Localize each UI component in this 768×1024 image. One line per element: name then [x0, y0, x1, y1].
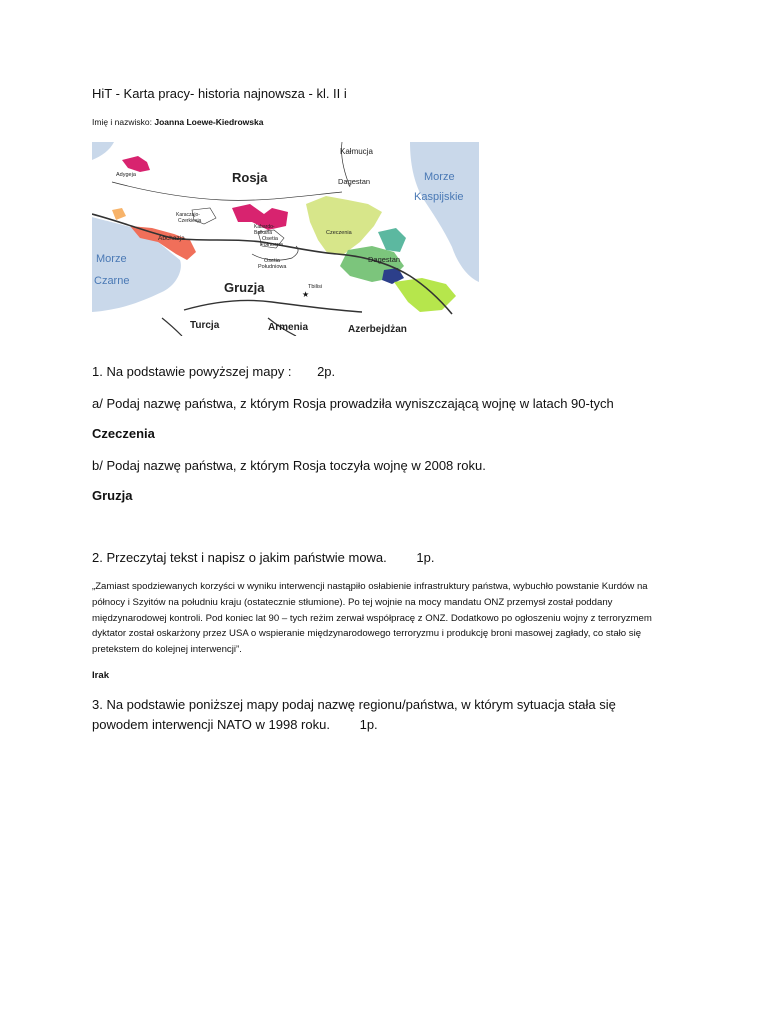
label-tbilisi: Tbilisi [308, 284, 323, 290]
label-czeczenia: Czeczenia [326, 230, 352, 236]
question-1b: b/ Podaj nazwę państwa, z którym Rosja toczyła wojnę w 2008 roku. [92, 458, 486, 473]
label-czerkiesja: Czerkiesja [178, 218, 202, 224]
question-3-points: 1p. [359, 717, 378, 732]
label-balkaria: Bałkaria [254, 230, 273, 236]
label-turcja: Turcja [190, 320, 220, 331]
label-dagestan-top: Dagestan [338, 177, 371, 186]
student-name-line [92, 117, 263, 127]
question-1a: a/ Podaj nazwę państwa, z którym Rosja prowadziła wyniszczającą wojnę w latach 90-tych [92, 396, 614, 411]
label-morze-czarne-2: Czarne [94, 275, 130, 287]
label-armenia: Armenia [268, 322, 309, 333]
question-2-text: 2. Przeczytaj tekst i napisz o jakim państwie mowa. [92, 550, 387, 565]
label-abchazja: Abchazja [158, 235, 185, 242]
label-gruzja: Gruzja [224, 280, 265, 295]
label-osetia-pd-2: Południowa [258, 264, 287, 270]
question-1-text: 1. Na podstawie powyższej mapy : [92, 364, 292, 379]
answer-2: Irak [92, 670, 110, 681]
label-kabardo: Kabardo- [254, 224, 275, 230]
question-3 [92, 695, 672, 735]
label-dagestan: Dagestan [368, 255, 401, 264]
question-2-points: 1p. [416, 550, 435, 565]
label-azerbejdzan: Azerbejdżan [348, 324, 407, 335]
label-morze-czarne-1: Morze [96, 253, 127, 265]
label-osetia-pd-1: Osetia [264, 258, 280, 264]
question-3-text: 3. Na podstawie poniższej mapy podaj nazwę regionu/państwa, w którym sytuacja stała się powodem interwencji NATO w 1998 roku. [92, 697, 616, 732]
label-adygeja: Adygeja [116, 172, 136, 178]
tbilisi-marker: ★ [302, 290, 310, 299]
label-rosja: Rosja [232, 170, 268, 185]
caucasus-map [92, 142, 479, 336]
label-osetia-pn-1: Osetia [262, 236, 278, 242]
question-1-points: 2p. [317, 364, 336, 379]
label-morze-kaspijskie-2: Kaspijskie [414, 191, 464, 203]
answer-1a: Czeczenia [92, 426, 155, 441]
question-2 [92, 550, 434, 565]
student-name: Joanna Loewe-Kiedrowska [154, 117, 264, 127]
label-kalmucja: Kałmucja [340, 147, 373, 156]
label-morze-kaspijskie-1: Morze [424, 171, 455, 183]
student-name-label: Imię i nazwisko: [92, 117, 155, 127]
answer-1b: Gruzja [92, 488, 133, 503]
worksheet-title: HiT - Karta pracy- historia najnowsza - kl. II i [92, 86, 347, 101]
label-osetia-pn-2: Północna [260, 242, 283, 248]
question-1 [92, 364, 335, 379]
label-karaczajo: Karaczajo- [176, 212, 200, 218]
question-2-quote: „Zamiast spodziewanych korzyści w wyniku interwencji nastąpiło osłabienie infrastruktury państwa, wybuchło powstanie Kurdów na północy i Szyitów na południu kraju (ostatecznie stłumione). Po tej wojnie na mocy mandatu ONZ przemysł został poddany międzynarodowej kontroli. Pod koniec lat 90 – tych reżim zerwał współpracę z ONZ. Dodatkowo po ogłoszeniu wojny z terroryzmem dyktator został oskarżony przez USA o wspieranie międzynarodowego terroryzmu i produkcję broni masowej zagłady, co stało się pretekstem do kolejnej interwencji”. [92, 581, 652, 656]
